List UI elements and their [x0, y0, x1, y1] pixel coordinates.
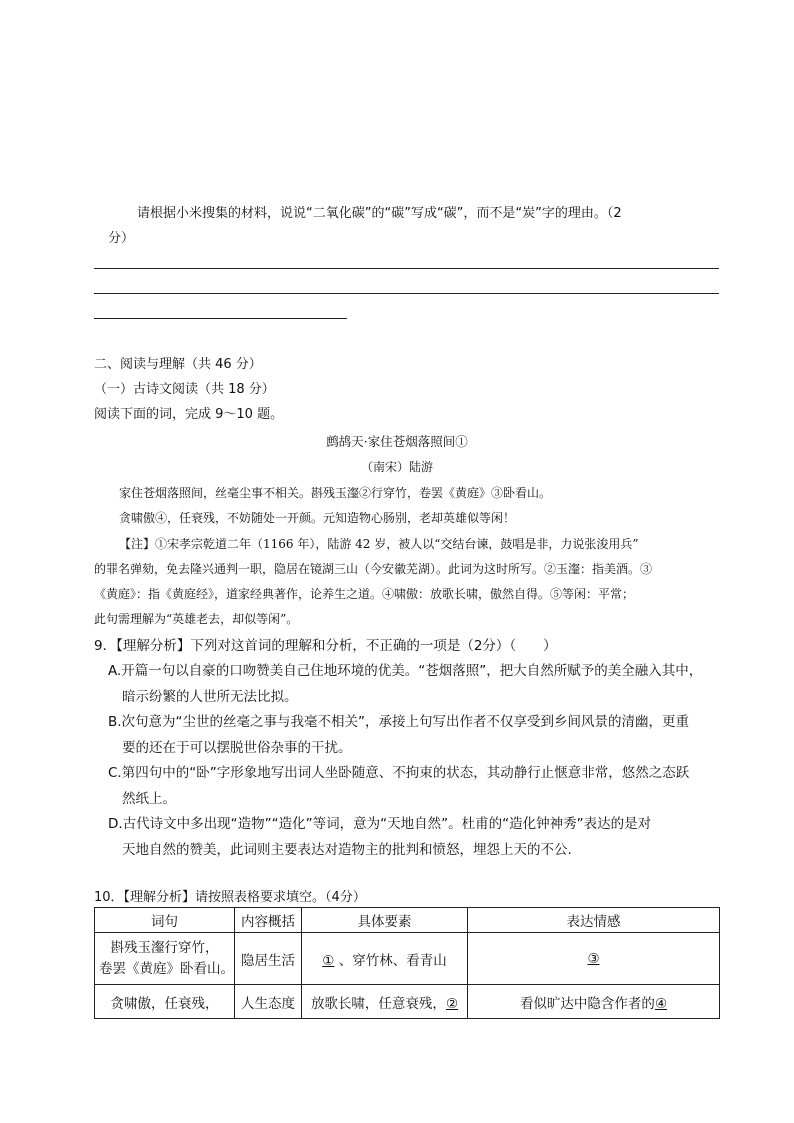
- row1-elements: [302, 933, 468, 985]
- poem-note-line1: 【注】①宋孝宗乾道二年（1166 年），陆游 42 岁，被人以“交结台谏，鼓唱是非，力说张浚用兵”: [119, 537, 639, 551]
- row2-elements-text: 放歌长啸，任意衰残，: [310, 995, 446, 1012]
- row2-emotion-text: 看似旷达中隐含作者的: [519, 995, 655, 1012]
- poem-note-line4: 此句需理解为“英雄老去，却似等闲”。: [94, 612, 299, 626]
- header-elements: 具体要素: [302, 908, 468, 933]
- carbon-question-line2: 分）: [108, 231, 135, 246]
- poem-line-2: 贪啸傲④，任衰残，不妨随处一开颜。元知造物心肠别，老却英雄似等闲！: [119, 511, 516, 525]
- q9-option-a-cont: 暗示纷繁的人世所无法比拟。: [122, 689, 298, 705]
- row1-verse-line2: 卷罢《黄庭》卧看山。: [99, 960, 234, 977]
- row1-verse: [95, 933, 235, 985]
- q9-option-d-cont: 天地自然的赞美，此词则主要表达对造物主的批判和愤怒，埋怨上天的不公.: [122, 842, 572, 858]
- blank-4[interactable]: ④: [654, 995, 668, 1012]
- answer-line-3[interactable]: [94, 318, 347, 319]
- poem-note-line2: 的罪名弹劾，免去隆兴通判一职，隐居在镜湖三山（今安徽芜湖）。此词为这时所写。②玉瀣：指美酒。③: [94, 562, 653, 576]
- q9-stem: 9．【理解分析】下列对这首词的理解和分析，不正确的一项是（2分）（ ）: [94, 638, 557, 654]
- table-row: [95, 933, 720, 985]
- row1-elements-text: 、穿竹林、看青山: [334, 952, 447, 969]
- q9-option-d[interactable]: D.古代诗文中多出现“造物”“造化”等词，意为“天地自然”。杜甫的“造化钟神秀”表达的是对: [108, 816, 652, 832]
- row2-summary: 人生态度: [235, 985, 302, 1019]
- header-emotion: 表达情感: [468, 908, 720, 933]
- answer-line-2[interactable]: [94, 293, 719, 294]
- row1-verse-line1: 斟残玉瀣行穿竹，: [110, 939, 219, 956]
- blank-2[interactable]: ②: [445, 995, 459, 1012]
- carbon-question-line1: 请根据小米搜集的材料，说说“二氧化碳”的“碳”写成“碳”，而不是“炭”字的理由。（2: [137, 206, 622, 221]
- header-summary: 内容概括: [235, 908, 302, 933]
- section-title: 二、阅读与理解（共 46 分）: [94, 357, 262, 372]
- q10-table: [94, 907, 720, 1019]
- blank-3[interactable]: ③: [587, 950, 600, 967]
- header-verse: 词句: [95, 908, 235, 933]
- q9-option-b[interactable]: B.次句意为“尘世的丝毫之事与我毫不相关”，承接上句写出作者不仅享受到乡间风景的清幽，更重: [108, 714, 690, 730]
- section-instruction: 阅读下面的词，完成 9～10 题。: [94, 407, 284, 422]
- poem-line-1: 家住苍烟落照间，丝毫尘事不相关。斟残玉瀣②行穿竹，卷罢《黄庭》③卧看山。: [119, 486, 552, 500]
- poem-note-line3: 《黄庭》：指《黄庭经》，道家经典著作，论养生之道。④啸傲：放歌长啸，傲然自得。⑤等闲：平常；: [94, 587, 635, 601]
- q9-option-c-cont: 然纸上。: [122, 791, 176, 807]
- poem-author: （南宋）陆游: [360, 460, 433, 474]
- blank-1[interactable]: ①: [322, 952, 335, 969]
- answer-line-1[interactable]: [94, 268, 719, 269]
- q9-option-b-cont: 要的还在于可以摆脱世俗杂事的干扰。: [122, 740, 352, 756]
- poem-title: 鹧鸪天·家住苍烟落照间①: [326, 434, 468, 449]
- q10-stem: 10．【理解分析】请按照表格要求填空。（4分）: [94, 890, 366, 905]
- q9-option-c[interactable]: C.第四句中的“卧”字形象地写出词人坐卧随意、不拘束的状态，其动静行止惬意非常，悠然之态跃: [108, 765, 690, 781]
- section-subtitle: （一）古诗文阅读（共 18 分）: [94, 382, 275, 397]
- row2-elements: [302, 985, 468, 1019]
- table-header-row: [95, 908, 720, 933]
- q9-option-a[interactable]: A.开篇一句以自豪的口吻赞美自己住地环境的优美。“苍烟落照”，把大自然所赋予的美全融入其中，: [108, 663, 703, 679]
- row2-verse: 贪啸傲，任衰残，: [95, 985, 235, 1019]
- row2-emotion: [468, 985, 720, 1019]
- row1-summary: 隐居生活: [235, 933, 302, 985]
- row1-emotion: [468, 933, 720, 985]
- table-row: [95, 985, 720, 1019]
